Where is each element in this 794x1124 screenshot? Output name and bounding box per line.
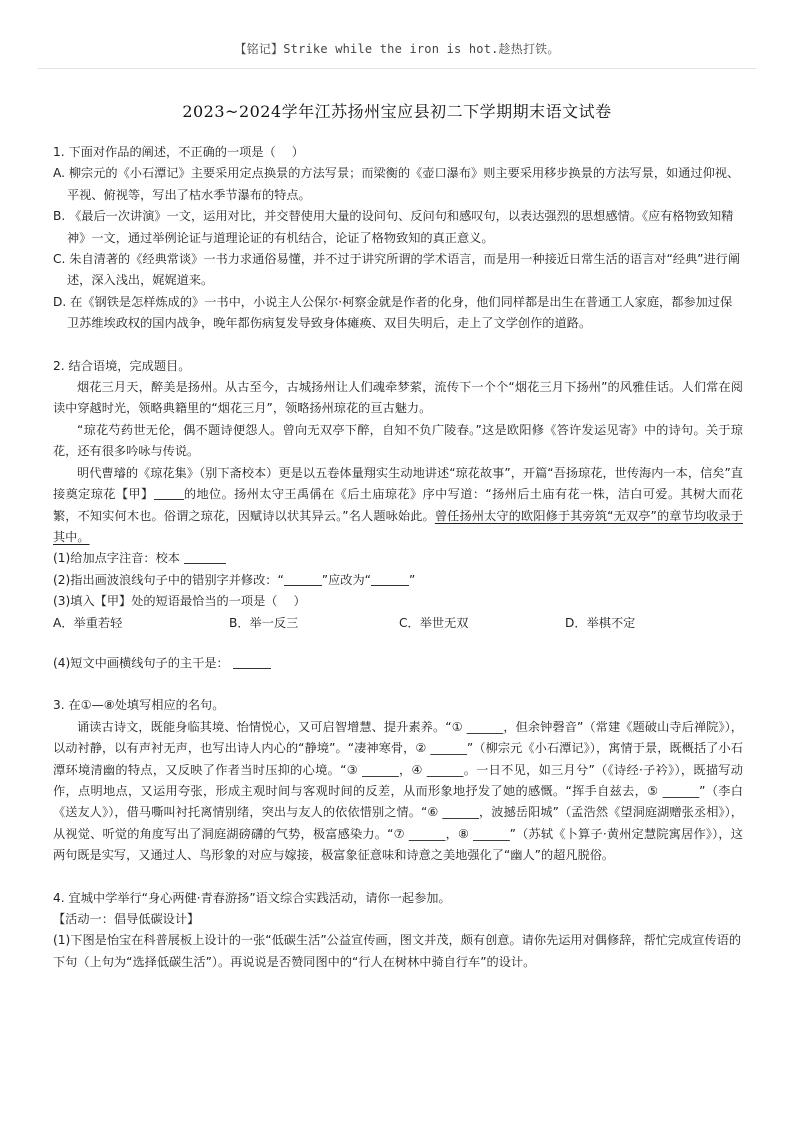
q1-option-b: B. 《最后一次讲演》一文，运用对比，并交替使用大量的设问句、反问句和感叹句，以表达强烈的思想感情。《应有格物致知精神》一文，通过举例论证与道理论证的有机结合，论证了格物致知的真正意义。: [53, 209, 734, 245]
q4-sub-1: (1)下图是怡宝在科普展板上设计的一张“低碳生活”公益宣传画，图文并茂，颇有创意。请你先运用对偶修辞，帮忙完成宣传语的下句（上句为“选择低碳生活”）。再说说是否赞同图中的“行人在树林中骑自行车”的设计。: [53, 933, 742, 969]
pinyin-blank[interactable]: [184, 549, 226, 564]
q1-stem: 1. 下面对作品的阐述，不正确的一项是（ ）: [53, 145, 304, 159]
q2-sub-2: (2)指出画波浪线句子中的错别字并修改：“ ”应改为“ ”: [53, 572, 416, 587]
q2-sub-1: (1)给加点字注音：校本: [53, 548, 743, 569]
q1-option-a: A. 柳宗元的《小石潭记》主要采用定点换景的方法写景；而梁衡的《壶口瀑布》则主要采用移步换景的方法写景，如通过仰视、平视、俯视等，写出了枯水季节瀑布的特点。: [53, 166, 740, 202]
q4-activity-heading: 【活动一：倡导低碳设计】: [53, 912, 200, 926]
q2-paragraph-3: [53, 463, 743, 549]
page-title: 2023~2024学年江苏扬州宝应县初二下学期期末语文试卷: [182, 102, 612, 121]
q2-paragraph-3-part-a: 明代曹璿的《琼花集》（别下斋校本）更是以五卷体量翔实生动地讲述“琼花故事”，开篇“吾扬琼花，世传海内一本，信矣”直接奠定琼花【甲】: [53, 465, 743, 502]
q1-option-d: D. 在《钢铁是怎样炼成的》一书中，小说主人公保尔·柯察金就是作者的化身，他们同样都是出生在普通工人家庭，都参加过保卫苏维埃政权的国内战争，晚年都伤病复发导致身体瘫痪、双目失明后，走上了文学创作的道路。: [53, 294, 733, 331]
q2-paragraph-1: 烟花三月天，醉美是扬州。从古至今，古城扬州让人们魂牵梦萦，流传下一个个“烟花三月下扬州”的风雅佳话。人们常在阅读中穿越时光，领略典籍里的“烟花三月”，领略扬州琼花的亘古魅力。: [53, 380, 743, 416]
q2-paragraph-2: “琼花芍药世无伦，偶不题诗便怨人。曾向无双亭下醉，自知不负广陵春。”这是欧阳修《答许发运见寄》中的诗句。关于琼花，还有很多吟咏与传说。: [53, 422, 743, 459]
choice-c[interactable]: C．举世无双: [399, 615, 469, 630]
q2-paragraph-3-part-b: 的地位。扬州太守王禹偁在《后土庙琼花》序中写道：“扬州后土庙有花一株，洁白可爱。其树大而花繁，不知实何木也。俗谓之琼花，因赋诗以状其异云。”名人题咏始此。: [53, 487, 743, 523]
exam-content: [53, 142, 743, 973]
wrong-char-blank[interactable]: [284, 571, 322, 586]
q1-option-c: C. 朱自清著的《经典常谈》一书力求通俗易懂，并不过于讲究所谓的学术语言，而是用一种接近日常生活的语言对“经典”进行阐述，深入浅出，娓娓道来。: [53, 252, 741, 288]
q2-stem: 2. 结合语境，完成题目。: [53, 358, 191, 373]
q2-sub-4: (4)短文中画横线句子的主干是：: [53, 653, 743, 674]
question-3: [53, 695, 743, 866]
sentence-trunk-blank[interactable]: [233, 654, 271, 669]
underlined-sentence: 曾任扬州太守的欧阳修于其旁筑“无双亭”的章节均收录于其中。: [53, 508, 743, 544]
choice-a[interactable]: A．举重若轻: [53, 615, 123, 630]
q2-sub-3: (3)填入【甲】处的短语最恰当的一项是（ ）: [53, 594, 306, 609]
jia-blank[interactable]: [154, 485, 184, 500]
q3-stem: 3. 在①—⑧处填写相应的名句。: [53, 698, 225, 713]
choice-b[interactable]: B．举一反三: [229, 615, 299, 630]
q2-choices: [53, 613, 743, 634]
question-2: [53, 356, 743, 675]
q3-body: 诵读古诗文，既能身临其境、怡情悦心，又可启智增慧、提升素养。“① ______，但余钟磬音”（常建《题破山寺后禅院》），以动衬静，以有声衬无声，也写出诗人内心的“静境”。“凄神寒骨，② ______”（柳宗元《小石潭记》），寓情于景，既概括了小石潭环境清幽的特点，又反映了作者当时压抑的心境。“③ ______，④ ______。一日不见，如三月兮”（《诗经·子衿》），既描写动作，点明地点，又运用夸张，形成主观时间与客观时间的反差，从而形象地抒发了她的感慨。“挥手自兹去，⑤ ______”（李白《送友人》），借马嘶叫衬托离情别绪，突出与友人的依依惜别之情。“⑥ ______，波撼岳阳城”（孟浩然《望洞庭湖赠张丞相》），从视觉、听觉的角度写出了洞庭湖磅礴的气势，极富感染力。“⑦ ______，⑧ ______”（苏轼《卜算子·黄州定慧院寓居作》），这两句既是实写，又通过人、鸟形象的对应与嫁接，极富象征意味和诗意之美地强化了“幽人”的超凡脱俗。: [53, 719, 743, 863]
header-divider: [38, 68, 756, 69]
choice-d[interactable]: D．举棋不定: [565, 615, 636, 630]
question-1: [53, 142, 743, 335]
corrected-char-blank[interactable]: [371, 571, 409, 586]
page-motto: 【铭记】Strike while the iron is hot.趁热打铁。: [234, 42, 560, 56]
question-4: [53, 888, 743, 974]
q4-stem: 4. 宜城中学举行“身心两健·青春游扬”语文综合实践活动，请你一起参加。: [53, 890, 451, 905]
